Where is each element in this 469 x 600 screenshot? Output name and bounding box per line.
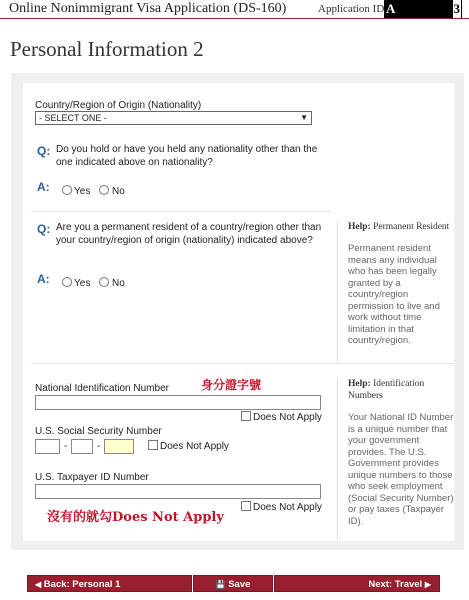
ssn-dash: - xyxy=(64,441,68,452)
app-title: Online Nonimmigrant Visa Application (DS-160) xyxy=(9,1,287,16)
back-button-label: Back: Personal 1 xyxy=(43,579,121,590)
q2-q-mark: Q: xyxy=(37,222,51,236)
nationality-select-value: - SELECT ONE - xyxy=(39,113,107,123)
arrow-left-icon: ◀ xyxy=(35,580,42,589)
next-button-label: Next: Travel xyxy=(368,579,423,590)
section-divider xyxy=(31,211,331,212)
application-id-value xyxy=(384,0,462,18)
nationality-label: Country/Region of Origin (Nationality) xyxy=(35,100,202,111)
form-panel xyxy=(11,73,464,550)
q2-yes-label: Yes xyxy=(74,278,91,289)
help-identification-numbers xyxy=(337,378,455,540)
application-id-label: Application ID xyxy=(318,3,385,15)
does-not-apply-annotation: 沒有的就勾Does Not Apply xyxy=(47,510,224,525)
save-button-label: Save xyxy=(228,579,251,590)
save-icon: 💾 xyxy=(215,580,226,589)
q1-q-mark: Q: xyxy=(37,144,51,158)
national-id-label: National Identification Number xyxy=(35,383,169,394)
application-id-prefix: A xyxy=(386,1,396,16)
page-title: Personal Information 2 xyxy=(10,37,204,61)
save-button[interactable] xyxy=(193,575,273,592)
ssn-part2-input[interactable] xyxy=(71,439,93,454)
top-header xyxy=(0,0,469,19)
back-button[interactable] xyxy=(27,575,192,592)
q2-yes-radio[interactable] xyxy=(62,277,72,287)
taxpayer-id-label: U.S. Taxpayer ID Number xyxy=(35,472,149,483)
ssn-dash: - xyxy=(97,441,101,452)
national-id-input[interactable] xyxy=(35,395,321,410)
next-button[interactable] xyxy=(274,575,440,592)
help-prefix: Help: xyxy=(348,222,371,232)
help-permanent-title xyxy=(348,221,455,233)
q1-no-label: No xyxy=(112,186,125,197)
ssn-dna-checkbox[interactable] xyxy=(148,440,158,450)
national-id-dna-label: Does Not Apply xyxy=(253,412,322,423)
help-prefix: Help: xyxy=(348,379,371,389)
nationality-select[interactable] xyxy=(35,111,312,125)
national-id-annotation: 身分證字號 xyxy=(201,378,262,392)
help-permanent-text: Permanent resident means any individual who has been legally granted by a country/region permission to live and work without time limitation in that country/region. xyxy=(348,243,440,346)
form-panel-inner xyxy=(23,83,454,541)
ssn-dna-label: Does Not Apply xyxy=(160,441,229,452)
taxpayer-id-input[interactable] xyxy=(35,484,321,499)
q2-a-mark: A: xyxy=(37,272,50,286)
ssn-part1-input[interactable] xyxy=(35,439,60,454)
help-title-text: Identification Numbers xyxy=(348,379,425,401)
help-title-text: Permanent Resident xyxy=(373,222,450,232)
taxpayer-dna-label: Does Not Apply xyxy=(253,502,322,513)
q1-yes-radio[interactable] xyxy=(62,185,72,195)
chevron-down-icon: ▼ xyxy=(300,113,308,122)
ssn-part3-input[interactable] xyxy=(104,439,134,454)
ssn-label: U.S. Social Security Number xyxy=(35,426,162,437)
q1-text: Do you hold or have you held any nationality other than the one indicated above on nationality? xyxy=(56,144,318,168)
arrow-right-icon: ▶ xyxy=(424,580,431,589)
national-id-dna-checkbox[interactable] xyxy=(241,411,251,421)
application-id-suffix: 3 xyxy=(453,1,460,16)
help-id-title xyxy=(348,378,455,402)
q2-no-radio[interactable] xyxy=(99,277,109,287)
section-divider xyxy=(31,363,454,364)
q1-no-radio[interactable] xyxy=(99,185,109,195)
q1-a-mark: A: xyxy=(37,180,50,194)
q1-yes-label: Yes xyxy=(74,186,91,197)
q2-text: Are you a permanent resident of a country/region other than your country/region of origin (nationality) indicated above? xyxy=(56,222,322,246)
taxpayer-dna-checkbox[interactable] xyxy=(241,501,251,511)
help-permanent-resident xyxy=(337,221,455,363)
help-id-text: Your National ID Number is a unique number that your government provides. The U.S. Government provides unique numbers to those who seek employment (Social Security Number) or pay taxes (Taxpayer ID). xyxy=(348,412,454,527)
q2-no-label: No xyxy=(112,278,125,289)
